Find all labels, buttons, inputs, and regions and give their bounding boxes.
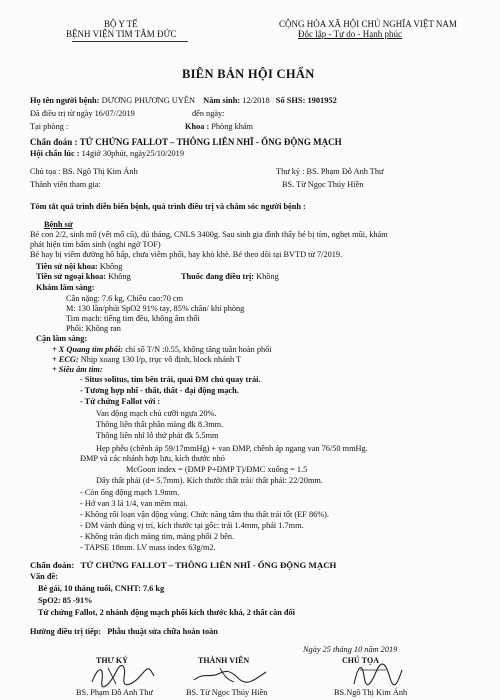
issue-line: Bé gái, 10 tháng tuổi, CNHT: 7.6 kg <box>38 584 165 593</box>
page-title: BIÊN BẢN HỘI CHẨN <box>182 67 315 81</box>
hospital-name: BỆNH VIỆN TIM TÂM ĐỨC <box>66 29 177 39</box>
conclusion-diagnosis <box>30 560 336 571</box>
secretary-row <box>276 167 384 178</box>
chair-name: BS. Ngô Thị Kim Ánh <box>62 167 138 176</box>
fallot-line: ĐMP và các nhánh hợp lưu, kích thước nhỏ <box>80 454 225 463</box>
to-date: đến ngày: <box>192 109 225 118</box>
exam-lungs: Phổi: Không ran <box>66 324 121 333</box>
xray-row <box>52 345 272 356</box>
at-room: Tại phòng : <box>30 122 69 131</box>
xray-label: + X Quang tim phổi: <box>52 345 124 354</box>
patient-name-label: Họ tên người bệnh: <box>30 96 100 105</box>
fallot-line: Van động mạch chủ cưỡi ngựa 20%. <box>96 409 217 418</box>
ecg-value: Nhịp xoang 130 l/p, trục vô định, block nhánh T <box>80 355 242 364</box>
echo-more-line: - Không rối loạn vận động vùng. Chức năng tâm thu thất trái tốt (EF 86%). <box>80 510 329 519</box>
history-line: phát hiện tim bẩm sinh (nghi ngờ TOF) <box>30 240 161 249</box>
plan-value: Phẫu thuật sửa chữa hoàn toàn <box>107 627 218 636</box>
echo-line: - Tứ chứng Fallot với : <box>80 397 161 406</box>
fallot-line: McGoon index = (ĐMP P+ĐMP T)/ĐMC xuống = 1.5 <box>126 465 308 474</box>
diagnosis-label: Chẩn đoán : <box>30 137 78 147</box>
department-value: Phòng khám <box>211 122 253 131</box>
history-line: Bé con 2/2, sinh mổ (vết mổ cũ), đủ tháng, CNLS 3400g. Sau sinh gia đình thấy bé bị tím, nghẹt mũi, khám <box>30 230 388 239</box>
department-label: Khoa : <box>185 122 210 131</box>
echo-more-line: - Hở van 3 lá 1/4, van mềm mại. <box>80 499 188 508</box>
secretary-signature <box>86 662 158 688</box>
secretary-label: Thư ký : <box>276 167 305 176</box>
internal-history-label: Tiền sử nội khoa: <box>36 262 98 271</box>
chair-row <box>30 167 138 178</box>
treated-from: Đã điều trị từ ngày 16/07//2019 <box>30 109 135 118</box>
echo-more-line: - ĐM vành đúng vị trí, kích thước tại gốc: trái 1.4mm, phải 1.7mm. <box>80 521 304 530</box>
echo-more-line: - TAPSE 18mm. LV mass index 63g/m2. <box>80 543 216 552</box>
republic-name: CỘNG HÒA XÃ HỘI CHỦ NGHĨA VIỆT NAM <box>279 19 457 29</box>
current-drugs <box>181 272 279 283</box>
national-motto: Độc lập - Tự do - Hạnh phúc <box>298 29 402 39</box>
external-history <box>36 272 131 283</box>
member-signature <box>190 664 270 686</box>
plan-label: Hướng điều trị tiếp: <box>30 627 102 636</box>
issue-line: SpO2: 85 -91% <box>38 596 93 605</box>
echo-label: + Siêu âm tim: <box>52 365 103 374</box>
consult-label: Hội chẩn lúc : <box>30 149 80 158</box>
patient-name-row <box>30 96 337 107</box>
xray-value: chỉ số T/N :0.55, không tăng tuần hoàn phổi <box>125 345 272 354</box>
exam-heading: Khám lâm sàng: <box>36 283 95 292</box>
external-history-value: Không <box>108 272 131 281</box>
exam-heart: Tim mạch: tiếng tim đều, không âm thổi <box>66 314 200 323</box>
file-number: 1901952 <box>307 96 337 105</box>
ministry-name: BỘ Y TẾ <box>104 19 138 29</box>
dob-value: 12/2018 <box>242 96 270 105</box>
members-label: Thành viên tham gia: <box>30 180 101 189</box>
history-line: Bé hay bị viêm đường hô hấp, chưa viêm phổi, hay khò khè. Bé theo dõi tại BVTD từ 7/2019. <box>30 250 343 259</box>
conclusion-diagnosis-value: TỨ CHỨNG FALLOT – THÔNG LIÊN NHĨ - ỐNG ĐỘNG MẠCH <box>80 560 337 570</box>
chair-label: Chủ tọa : <box>30 167 61 176</box>
external-history-label: Tiền sử ngoại khoa: <box>36 272 107 281</box>
ecg-label: + ECG: <box>52 355 79 364</box>
exam-weight: Cân nặng: 7.6 kg, Chiều cao:70 cm <box>66 294 184 303</box>
history-heading: Bệnh sử <box>44 220 73 229</box>
secretary-title: THƯ KÝ <box>96 656 128 665</box>
echo-line: - Tương hợp nhĩ - thất, thất - đại động mạch. <box>80 386 239 395</box>
echo-line: - Situs solitus, tim bên trái, quai ĐM chủ quay trái. <box>80 375 261 384</box>
fallot-line: Dây thất phải (d= 5.7mm). Kích thước thất trái/ thất phải: 22/20mm. <box>96 476 323 485</box>
summary-title: Tóm tắt quá trình diễn biến bệnh, quá trình điều trị và chăm sóc người bệnh : <box>30 202 306 211</box>
paraclinical-heading: Cận lâm sàng: <box>36 334 88 343</box>
internal-history <box>36 262 122 273</box>
member-signature-name: BS. Từ Ngọc Thúy Hiền <box>186 688 268 697</box>
plan-row <box>30 627 218 638</box>
secretary-name: BS. Phạm Đỗ Anh Thư <box>306 167 384 176</box>
dob-label: Năm sinh: <box>203 96 241 105</box>
patient-name: DƯƠNG PHƯƠNG UYÊN <box>101 96 196 105</box>
ecg-row <box>52 355 241 366</box>
issue-label: Vấn đề: <box>30 572 58 581</box>
echo-more-line: - Còn ống động mạch 1.9mm. <box>80 488 180 497</box>
consult-row <box>30 149 184 160</box>
current-drugs-value: Không <box>256 272 279 281</box>
file-label: Số SHS: <box>275 96 306 105</box>
echo-more-line: - Không tràn dịch màng tim, màng phổi 2 bên. <box>80 532 235 541</box>
chair-signature-name: BS.Ngô Thị Kim Ánh <box>334 688 408 697</box>
chair-title: CHỦ TỌA <box>342 656 379 665</box>
signing-date: Ngày 25 tháng 10 năm 2019 <box>303 645 398 654</box>
diagnosis-row <box>30 137 342 148</box>
fallot-line: Thông liên thất phần màng đk 8.3mm. <box>96 420 224 429</box>
exam-vitals: M: 130 lần/phút SpO2 91% tay, 85% chân/ khí phòng <box>66 304 245 313</box>
fallot-line: Hẹp phễu (chênh áp 59/17mmHg) + van ĐMP, chênh áp ngang van 76/50 mmHg. <box>96 444 368 453</box>
current-drugs-label: Thuốc đang điều trị: <box>181 272 255 281</box>
member-name: BS. Từ Ngọc Thúy Hiền <box>282 180 364 189</box>
secretary-signature-name: BS. Phạm Đỗ Anh Thư <box>76 688 153 697</box>
consult-time: 14giờ 30phút, ngày25/10/2019 <box>81 149 184 158</box>
department-row <box>185 122 253 133</box>
diagnosis-value: TỨ CHỨNG FALLOT – THÔNG LIÊN NHĨ - ỐNG ĐỘNG MẠCH <box>79 137 342 147</box>
member-title: THÀNH VIÊN <box>198 656 250 665</box>
conclusion-diagnosis-label: Chẩn đoán: <box>30 560 75 570</box>
issue-line: Tứ chứng Fallot, 2 nhánh động mạch phổi kích thước khá, 2 thất cân đối <box>38 608 295 617</box>
hospital-underline <box>72 41 188 42</box>
chair-signature <box>346 660 406 688</box>
internal-history-value: Không <box>99 262 123 271</box>
fallot-line: Thông liên nhĩ lỗ thứ phát đk 5.5mm <box>96 431 219 440</box>
